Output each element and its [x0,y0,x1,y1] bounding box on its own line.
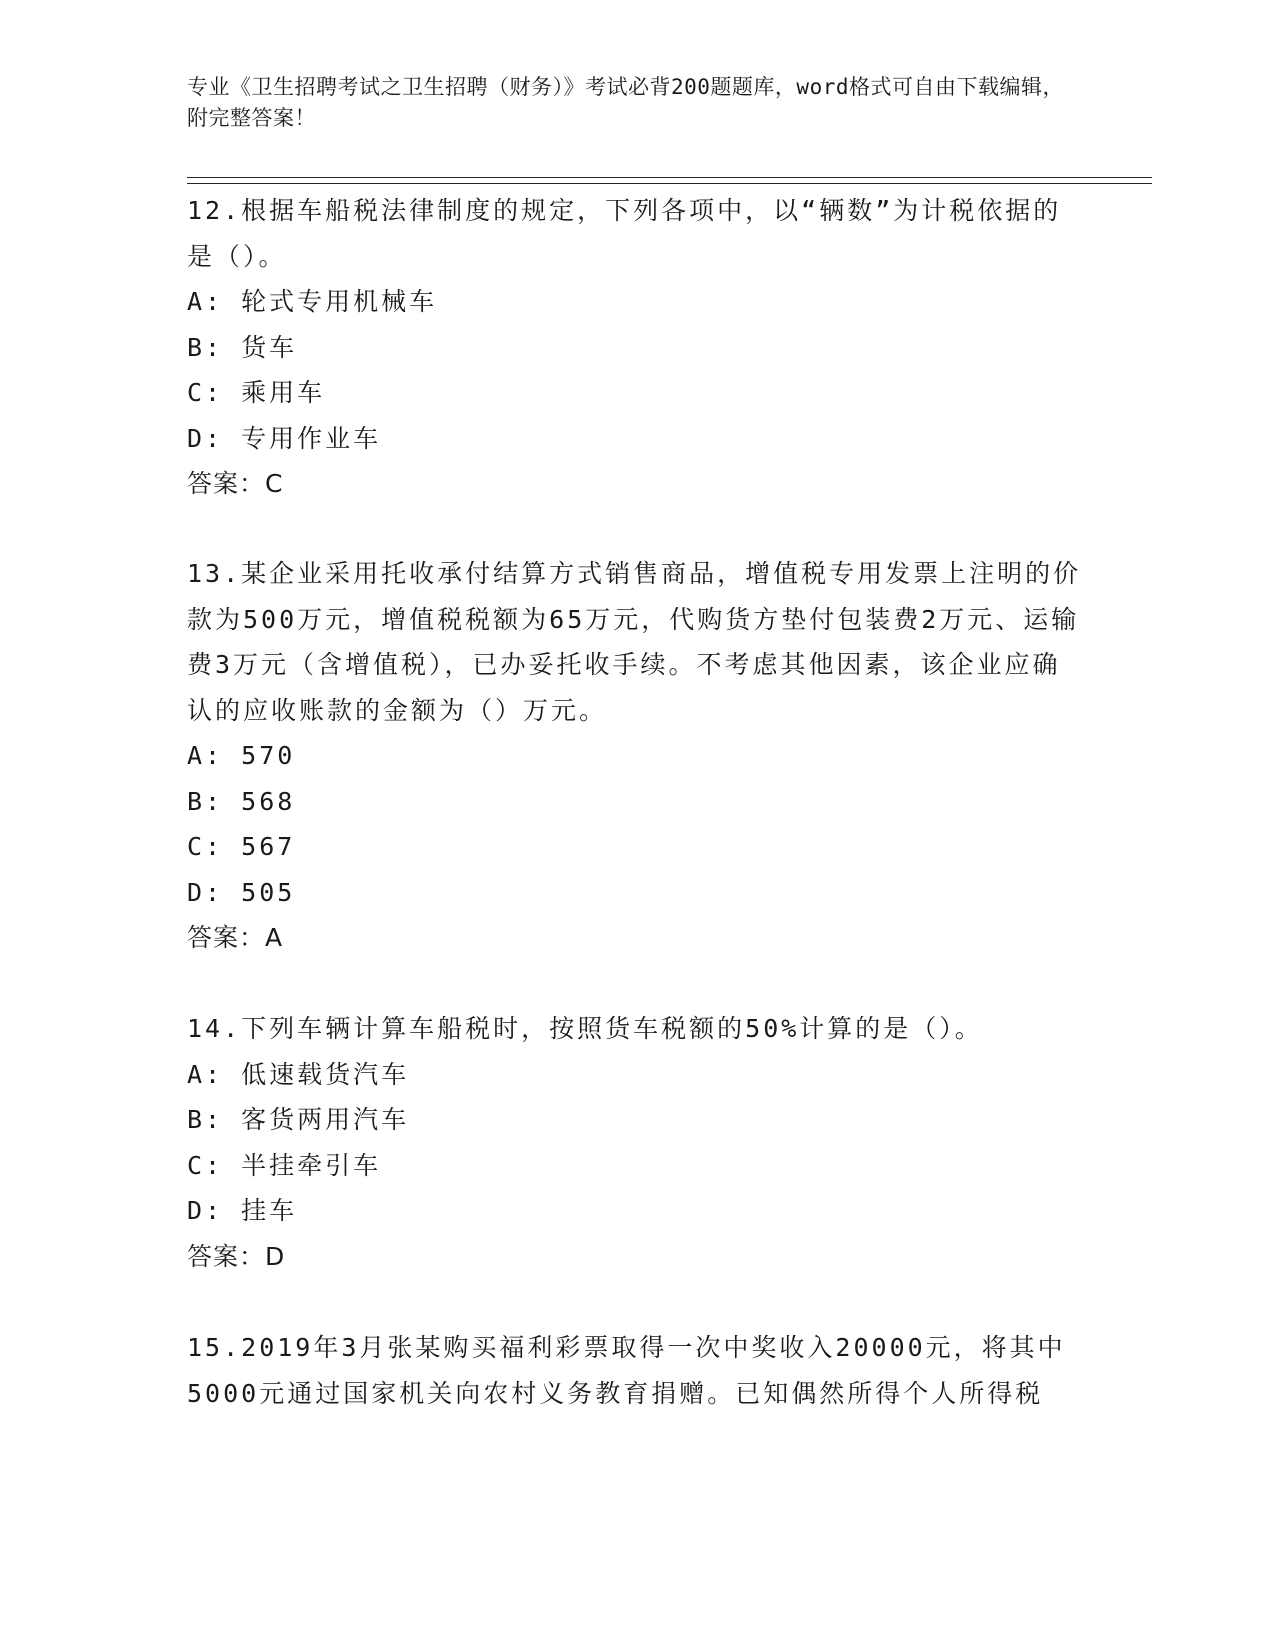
question-stem: 12.根据车船税法律制度的规定，下列各项中，以“辆数”为计税依据的是（）。 [187,196,1062,271]
option-c: C: 半挂牵引车 [187,1150,382,1180]
option-b: B: 568 [187,786,296,816]
answer: 答案：D [187,1241,286,1271]
header-divider-bottom [187,183,1152,184]
option-a: A: 570 [187,741,296,770]
question-12 [187,188,1087,507]
option-a: A: 低速载货汽车 [187,1059,410,1089]
option-c: C: 567 [187,832,296,861]
option-d: D: 505 [187,877,296,907]
question-14 [187,1006,1087,1279]
question-stem: 13.某企业采用托收承付结算方式销售商品，增值税专用发票上注明的价款为500万元，增值税税额为65万元，代购货方垫付包装费2万元、运输费3万元（含增值税），已办妥托收手续。不考虑其他因素，该企业应确认的应收账款的金额为（）万元。 [187,559,1082,725]
option-d: D: 专用作业车 [187,423,382,453]
option-c: C: 乘用车 [187,378,326,407]
question-15 [187,1325,1087,1416]
answer: 答案：C [187,469,284,498]
option-b: B: 客货两用汽车 [187,1105,410,1134]
answer: 答案：A [187,923,284,952]
document-header: 专业《卫生招聘考试之卫生招聘（财务）》考试必背200题题库，word格式可自由下载编辑，附完整答案！ [187,75,1064,130]
question-13 [187,551,1087,961]
header-divider-top [187,177,1152,178]
option-d: D: 挂车 [187,1196,298,1225]
question-stem: 14.下列车辆计算车船税时，按照货车税额的50%计算的是（）。 [187,1014,983,1043]
option-b: B: 货车 [187,332,298,362]
option-a: A: 轮式专用机械车 [187,287,438,316]
question-stem: 15.2019年3月张某购买福利彩票取得一次中奖收入20000元，将其中5000元通过国家机关向农村义务教育捐赠。已知偶然所得个人所得税 [187,1333,1066,1408]
